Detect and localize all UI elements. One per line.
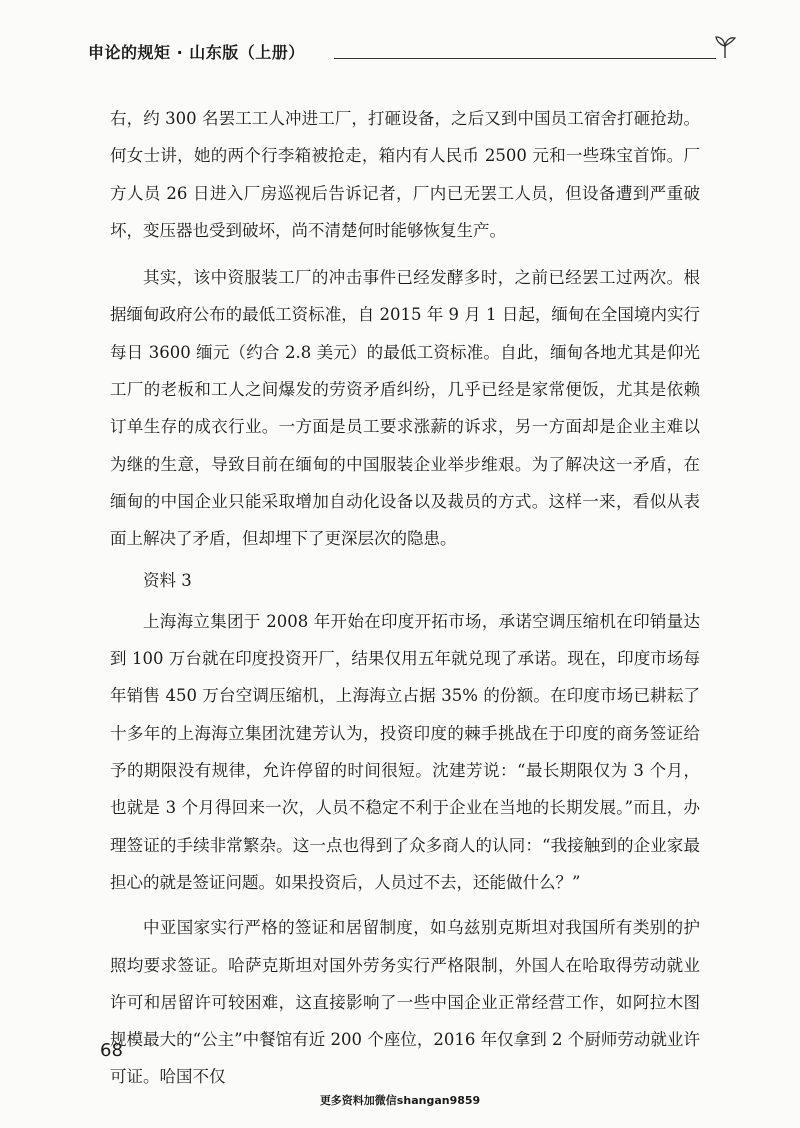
paragraph: 右，约 300 名罢工工人冲进工厂，打砸设备，之后又到中国员工宿舍打砸抢劫。何女士讲，她的两个行李箱被抢走，箱内有人民币 2500 元和一些珠宝首饰。厂方人员 26 日进入厂房巡视后告诉记者，厂内已无罢工人员，但设备遭到严重破坏，变压器也受到破坏，尚不清楚何时能够恢复生产。 — [110, 109, 700, 240]
page-number: 68 — [100, 1040, 123, 1061]
paragraph: 中亚国家实行严格的签证和居留制度，如乌兹别克斯坦对我国所有类别的护照均要求签证。哈萨克斯坦对国外劳务实行严格限制，外国人在哈取得劳动就业许可和居留许可较困难，这直接影响了一些中国企业正常经营工作，如阿拉木图规模最大的“公主”中餐馆有近 200 个座位，2016 年仅拿到 2 个厨师劳动就业许可证。哈国不仅 — [110, 918, 700, 1087]
header-rule — [334, 58, 716, 59]
sprout-icon — [712, 34, 738, 64]
paragraph: 其实，该中资服装工厂的冲击事件已经发酵多时，之前已经罢工过两次。根据缅甸政府公布的最低工资标准，自 2015 年 9 月 1 日起，缅甸在全国境内实行每日 3600 缅元（约合 2.8 美元）的最低工资标准。自此，缅甸各地尤其是仰光工厂的老板和工人之间爆发的劳资矛盾纠纷，几乎已经是家常便饭，尤其是依赖订单生存的成衣行业。一方面是员工要求涨薪的诉求，另一方面却是企业主难以为继的生意，导致目前在缅甸的中国服装企业举步维艰。为了解决这一矛盾，在缅甸的中国企业只能采取增加自动化设备以及裁员的方式。这样一来，看似从表面上解决了矛盾，但却埋下了更深层次的隐患。 — [110, 268, 700, 549]
footer-note: 更多资料加微信shangan9859 — [319, 1094, 481, 1107]
running-header — [88, 38, 728, 66]
paragraph: 上海海立集团于 2008 年开始在印度开拓市场，承诺空调压缩机在印销量达到 100 万台就在印度投资开厂，结果仅用五年就兑现了承诺。现在，印度市场每年销售 450 万台空调压缩机，上海海立占据 35% 的份额。在印度市场已耕耘了十多年的上海海立集团沈建芳认为，投资印度的棘手挑战在于印度的商务签证给予的期限没有规律，允许停留的时间很短。沈建芳说：“最长期限仅为 3 个月，也就是 3 个月得回来一次，人员不稳定不利于企业在当地的长期发展。”而且，办理签证的手续非常繁杂。这一点也得到了众多商人的认同：“我接触到的企业家最担心的就是签证问题。如果投资后，人员过不去，还能做什么？” — [110, 611, 700, 892]
body-text — [110, 100, 700, 1096]
header-title: 申论的规矩 · 山东版（上册） — [88, 43, 305, 62]
section-heading: 资料 3 — [143, 570, 192, 590]
